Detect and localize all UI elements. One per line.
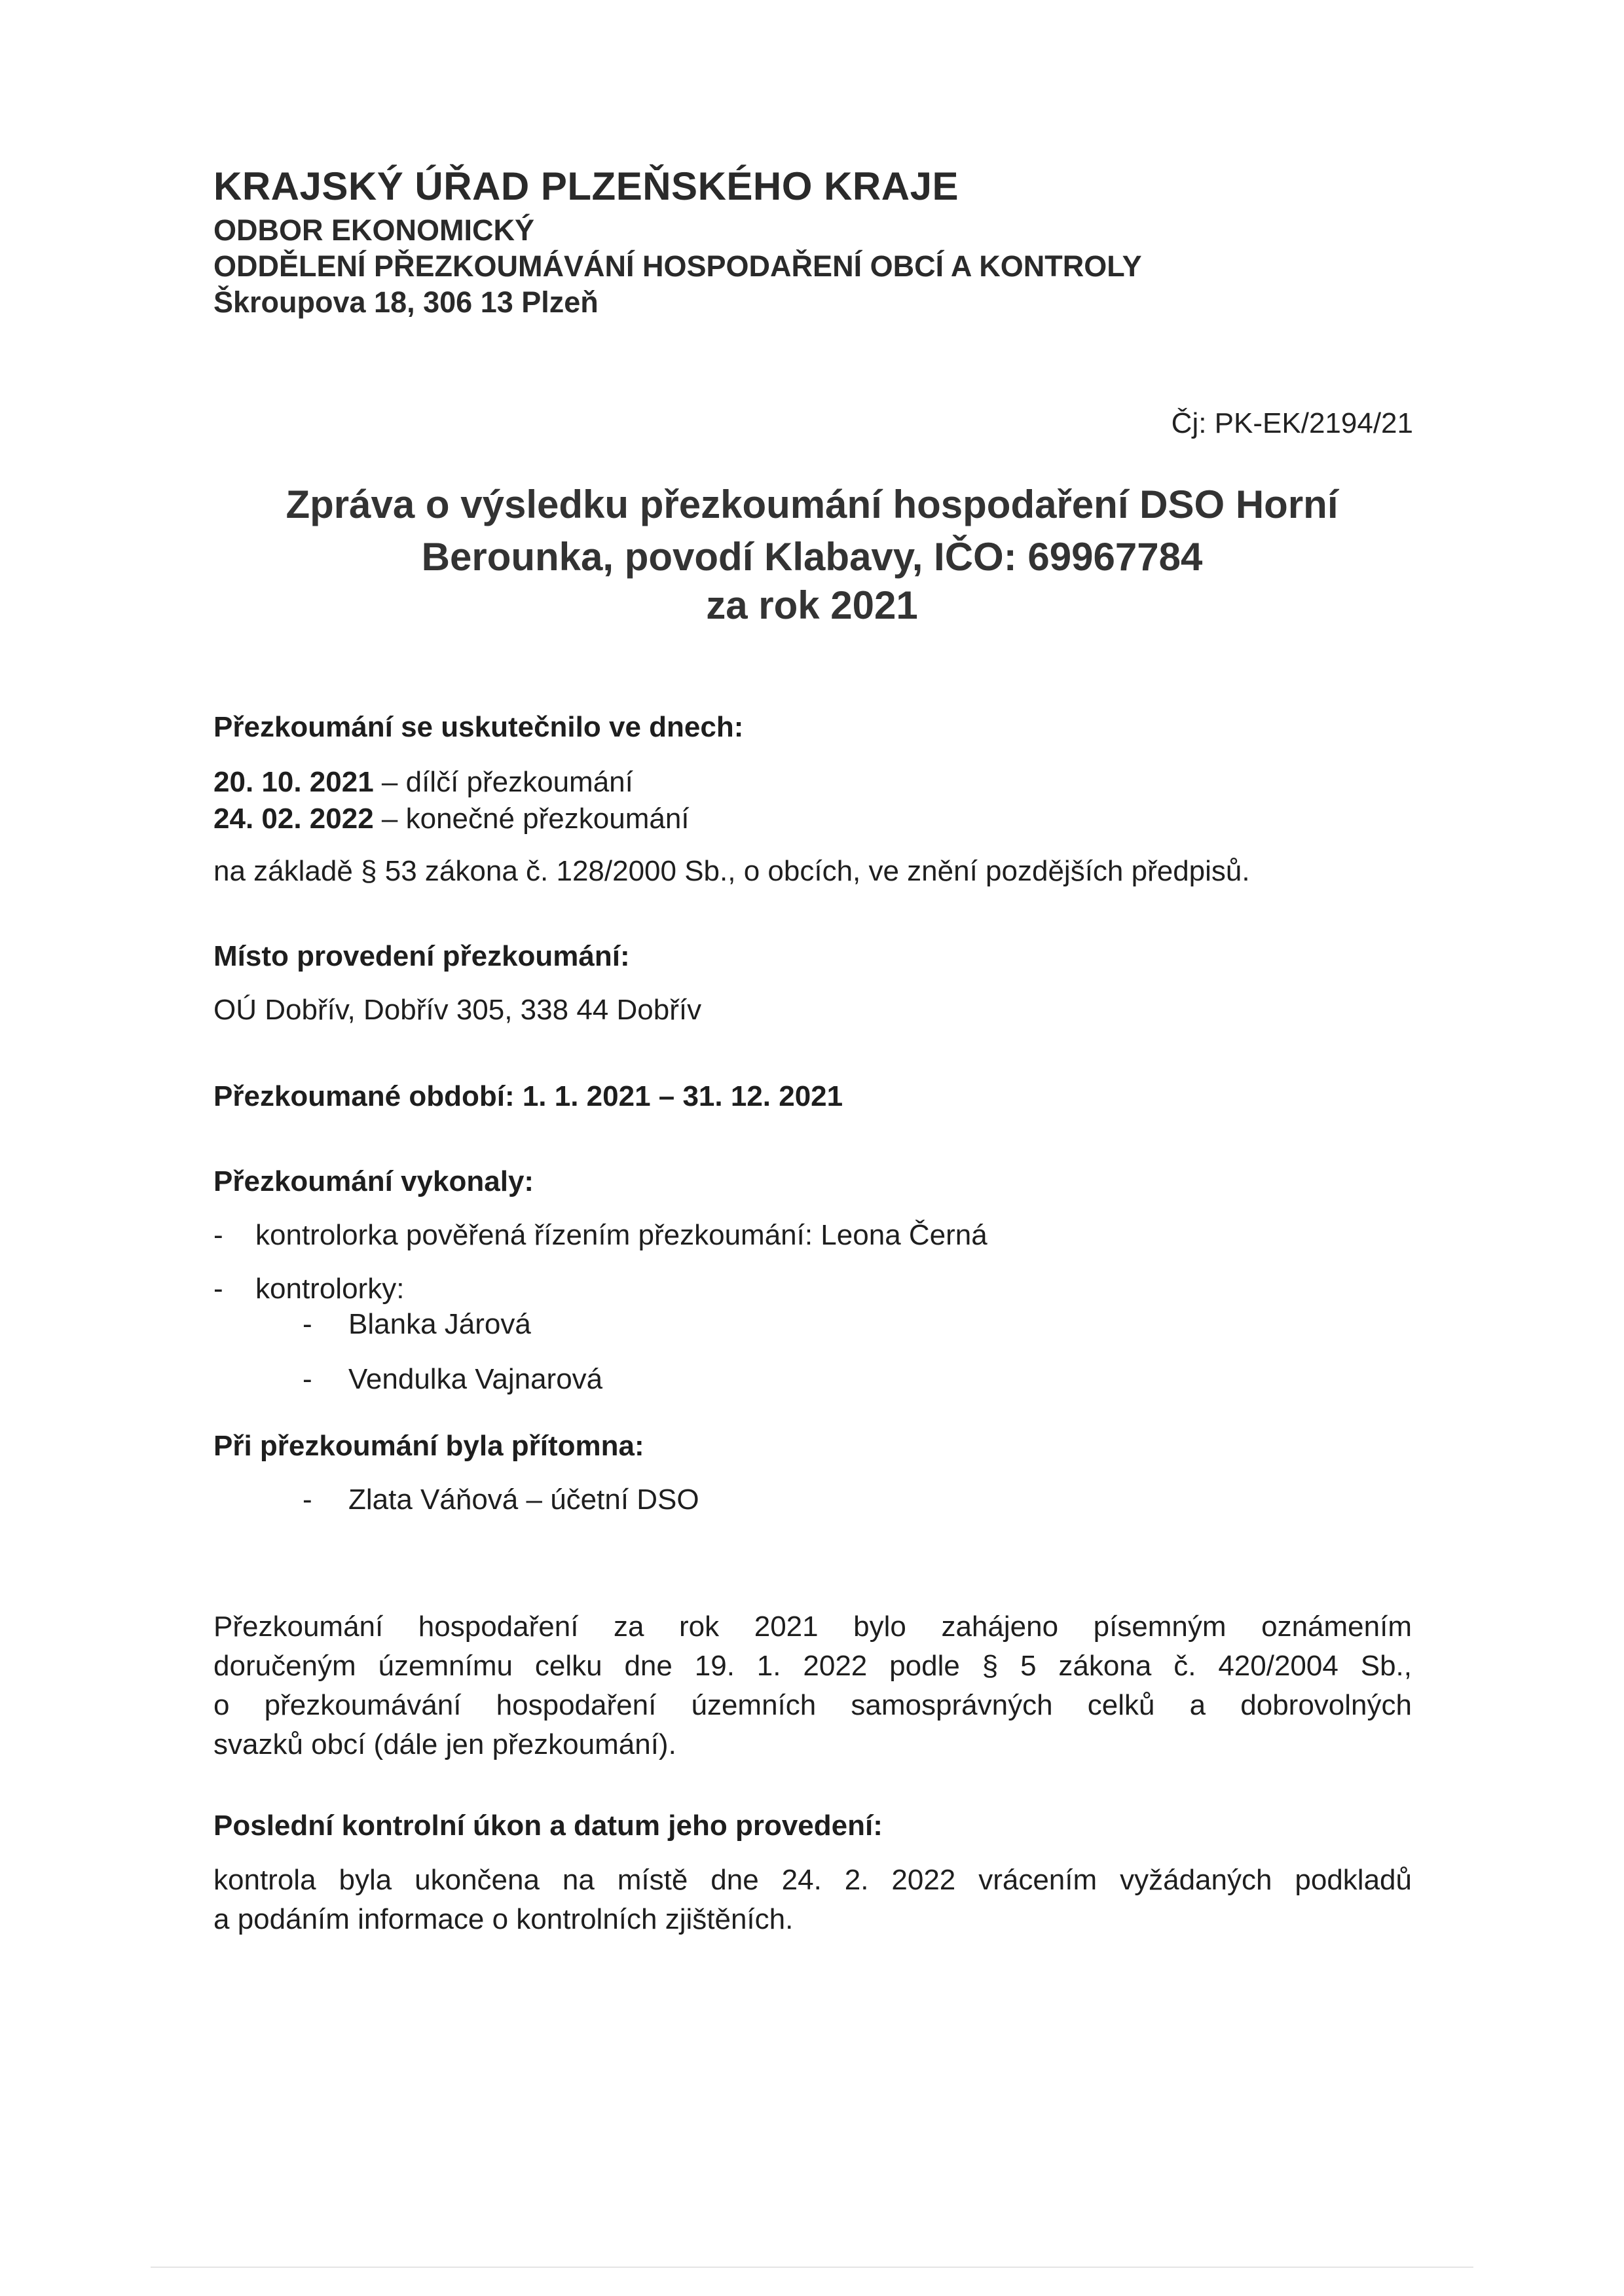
place-value: OÚ Dobřív, Dobřív 305, 338 44 Dobřív (213, 994, 702, 1026)
date-item (213, 803, 690, 835)
reference-number: Čj: PK-EK/2194/21 (1171, 407, 1413, 439)
list-dash: - (303, 1484, 312, 1516)
present-person: Zlata Váňová – účetní DSO (348, 1484, 699, 1516)
paragraph-line: doručeným územnímu celku dne 19. 1. 2022 podle § 5 zákona č. 420/2004 Sb., (213, 1650, 1412, 1682)
header-department: ODBOR EKONOMICKÝ (213, 213, 535, 247)
report-title-line-1: Zpráva o výsledku přezkoumání hospodaření DSO Horní (286, 483, 1338, 526)
list-item (303, 1484, 312, 1516)
list-dash: - (303, 1363, 312, 1395)
paragraph-line: svazků obcí (dále jen přezkoumání). (213, 1728, 676, 1760)
scan-edge-divider (151, 2267, 1473, 2268)
last-action-paragraph (213, 1861, 1412, 1939)
list-item (213, 1273, 223, 1305)
lead-inspector: kontrolorka pověřená řízením přezkoumání: Leona Černá (255, 1219, 987, 1251)
present-heading: Při přezkoumání byla přítomna: (213, 1430, 644, 1462)
dates-heading: Přezkoumání se uskutečnilo ve dnech: (213, 711, 744, 743)
list-dash: - (213, 1273, 223, 1305)
list-item (213, 1219, 223, 1252)
report-title-line-2: Berounka, povodí Klabavy, IČO: 69967784 (421, 535, 1203, 579)
review-period: Přezkoumané období: 1. 1. 2021 – 31. 12. 2021 (213, 1080, 843, 1112)
intro-paragraph (213, 1607, 1412, 1764)
header-address: Škroupova 18, 306 13 Plzeň (213, 285, 599, 319)
list-dash: - (303, 1308, 312, 1340)
date-description: – dílčí přezkoumání (381, 766, 633, 798)
place-heading: Místo provedení přezkoumání: (213, 940, 630, 972)
date-value: 24. 02. 2022 (213, 803, 374, 835)
legal-basis: na základě § 53 zákona č. 128/2000 Sb., o obcích, ve znění pozdějších předpisů. (213, 855, 1250, 887)
date-description: – konečné přezkoumání (381, 803, 690, 835)
inspector-name: Vendulka Vajnarová (348, 1363, 603, 1395)
list-item (303, 1363, 312, 1396)
paragraph-line: a podáním informace o kontrolních zjištěních. (213, 1903, 794, 1935)
paragraph-line: Přezkoumání hospodaření za rok 2021 bylo zahájeno písemným oznámením (213, 1611, 1412, 1643)
report-title-line-3: za rok 2021 (706, 583, 918, 627)
inspectors-label: kontrolorky: (255, 1273, 405, 1305)
date-value: 20. 10. 2021 (213, 766, 374, 798)
paragraph-line: kontrola byla ukončena na místě dne 24. 2. 2022 vrácením vyžádaných podkladů (213, 1864, 1412, 1896)
last-action-heading: Poslední kontrolní úkon a datum jeho provedení: (213, 1810, 883, 1842)
list-dash: - (213, 1219, 223, 1251)
performed-heading: Přezkoumání vykonaly: (213, 1165, 534, 1197)
inspector-name: Blanka Járová (348, 1308, 531, 1340)
paragraph-line: o přezkoumávání hospodaření územních samosprávných celků a dobrovolných (213, 1689, 1412, 1721)
date-item (213, 766, 633, 799)
header-division: ODDĚLENÍ PŘEZKOUMÁVÁNÍ HOSPODAŘENÍ OBCÍ A KONTROLY (213, 249, 1142, 283)
header-organization: KRAJSKÝ ÚŘAD PLZEŇSKÉHO KRAJE (213, 164, 959, 208)
list-item (303, 1308, 312, 1341)
